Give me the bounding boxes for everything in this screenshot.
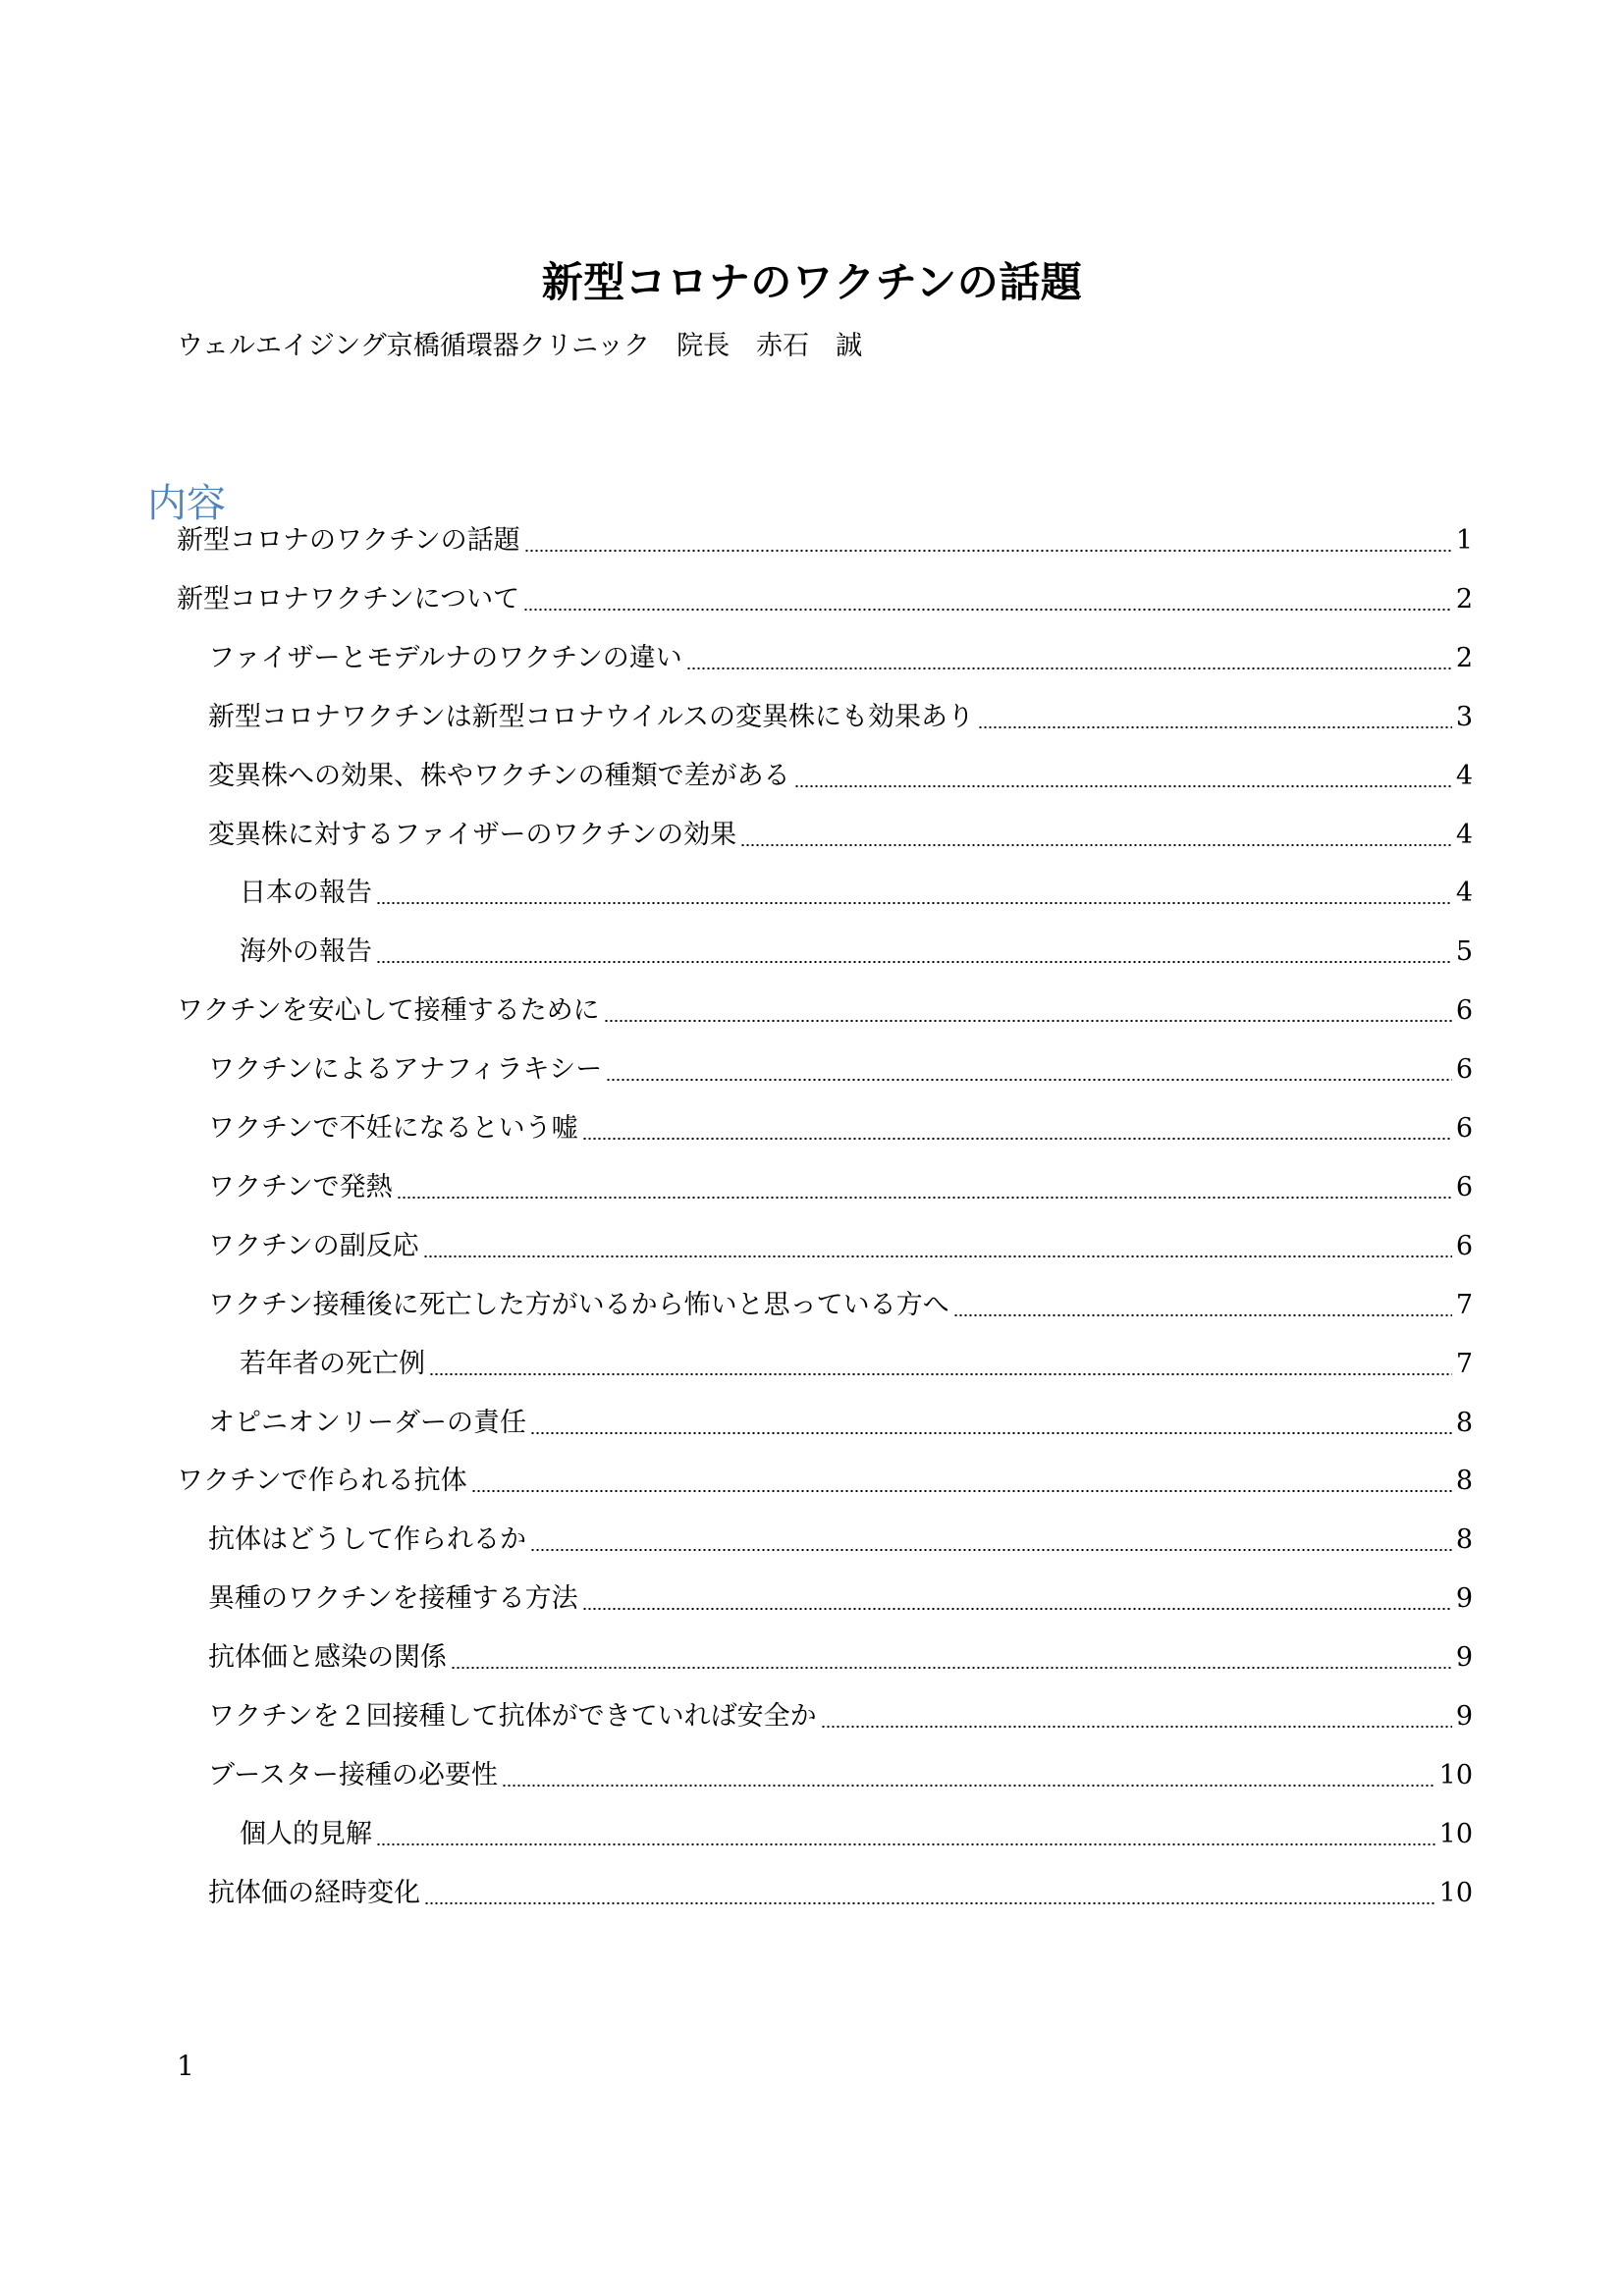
toc-entry[interactable] xyxy=(177,570,1473,629)
toc-entry-title: ファイザーとモデルナのワクチンの違い xyxy=(208,643,682,673)
toc-dot-leader xyxy=(397,1197,1452,1199)
toc-entry[interactable] xyxy=(177,511,1473,570)
toc-entry-page: 4 xyxy=(1455,878,1473,908)
toc-dot-leader xyxy=(606,1079,1452,1081)
toc-entry-page: 7 xyxy=(1455,1290,1473,1320)
toc-dot-leader xyxy=(524,550,1452,552)
toc-entry[interactable] xyxy=(240,1805,1473,1864)
toc-entry[interactable] xyxy=(177,982,1473,1041)
toc-dot-leader xyxy=(978,726,1452,728)
document-title: 新型コロナのワクチンの話題 xyxy=(541,258,1083,307)
toc-dot-leader xyxy=(740,844,1452,846)
toc-entry-title: ワクチンを２回接種して抗体ができていれば安全か xyxy=(208,1701,817,1732)
toc-entry-title: 抗体はどうして作られるか xyxy=(208,1524,526,1555)
toc-entry[interactable] xyxy=(208,1864,1473,1923)
toc-entry-title: 抗体価と感染の関係 xyxy=(208,1642,447,1673)
toc-dot-leader xyxy=(471,1490,1452,1492)
toc-dot-leader xyxy=(376,1843,1435,1845)
toc-entry-title: 若年者の死亡例 xyxy=(240,1349,425,1379)
toc-entry-title: 新型コロナのワクチンの話題 xyxy=(177,525,520,556)
toc-entry-title: ワクチンで不妊になるという嘘 xyxy=(208,1113,578,1144)
toc-entry-page: 5 xyxy=(1455,936,1473,967)
toc-entry[interactable] xyxy=(208,1217,1473,1276)
toc-entry-page: 10 xyxy=(1438,1819,1473,1849)
toc-entry[interactable] xyxy=(208,806,1473,865)
toc-entry-page: 2 xyxy=(1455,643,1473,673)
toc-dot-leader xyxy=(604,1020,1452,1022)
toc-dot-leader xyxy=(582,1138,1452,1140)
toc-dot-leader xyxy=(794,785,1452,787)
toc-entry[interactable] xyxy=(208,1687,1473,1746)
toc-entry-title: 新型コロナワクチンについて xyxy=(177,584,520,614)
toc-entry-title: ワクチンを安心して接種するために xyxy=(177,995,600,1026)
toc-entry-title: オピニオンリーダーの責任 xyxy=(208,1408,526,1438)
toc-entry-page: 6 xyxy=(1455,1172,1473,1202)
toc-entry-page: 9 xyxy=(1455,1701,1473,1732)
toc-entry-title: 海外の報告 xyxy=(240,936,372,967)
toc-entry-page: 4 xyxy=(1455,820,1473,850)
toc-entry-title: 抗体価の経時変化 xyxy=(208,1878,420,1908)
toc-entry-page: 1 xyxy=(1455,525,1473,556)
toc-entry-title: ワクチンで発熱 xyxy=(208,1172,393,1202)
toc-entry-page: 10 xyxy=(1438,1760,1473,1790)
toc-dot-leader xyxy=(953,1314,1452,1316)
toc-entry-page: 6 xyxy=(1455,1231,1473,1261)
toc-heading: 内容 xyxy=(147,481,226,527)
toc-entry[interactable] xyxy=(177,1452,1473,1511)
author-line: ウェルエイジング京橋循環器クリニック 院長 赤石 誠 xyxy=(177,331,863,361)
toc-entry[interactable] xyxy=(208,1570,1473,1629)
toc-dot-leader xyxy=(502,1785,1435,1787)
toc-entry-page: 4 xyxy=(1455,761,1473,791)
toc-entry-page: 8 xyxy=(1455,1466,1473,1496)
toc-entry[interactable] xyxy=(208,1158,1473,1217)
toc-entry-page: 2 xyxy=(1455,584,1473,614)
toc-dot-leader xyxy=(429,1373,1452,1375)
toc-entry-page: 8 xyxy=(1455,1408,1473,1438)
toc-entry[interactable] xyxy=(208,747,1473,806)
toc-dot-leader xyxy=(530,1549,1452,1551)
toc-entry[interactable] xyxy=(240,864,1473,923)
toc-dot-leader xyxy=(821,1726,1452,1728)
toc-dot-leader xyxy=(424,1902,1435,1904)
toc-entry-page: 6 xyxy=(1455,1054,1473,1085)
toc-entry[interactable] xyxy=(240,923,1473,982)
toc-dot-leader xyxy=(582,1608,1452,1610)
toc-entry[interactable] xyxy=(208,1511,1473,1570)
toc-entry-title: 日本の報告 xyxy=(240,878,372,908)
toc-entry-page: 7 xyxy=(1455,1349,1473,1379)
toc-entry-page: 10 xyxy=(1438,1878,1473,1908)
toc-entry[interactable] xyxy=(208,1629,1473,1687)
toc-dot-leader xyxy=(523,609,1452,611)
toc-entry[interactable] xyxy=(208,688,1473,747)
toc-entry-title: 個人的見解 xyxy=(240,1819,372,1849)
toc-entry[interactable] xyxy=(208,1041,1473,1099)
toc-entry-page: 6 xyxy=(1455,995,1473,1026)
toc-dot-leader xyxy=(376,961,1452,963)
toc-dot-leader xyxy=(686,667,1452,669)
toc-entry-title: 変異株への効果、株やワクチンの種類で差がある xyxy=(208,761,790,791)
toc-entry[interactable] xyxy=(208,1099,1473,1158)
toc-dot-leader xyxy=(530,1432,1452,1434)
toc-entry-page: 8 xyxy=(1455,1524,1473,1555)
toc-entry-title: 異種のワクチンを接種する方法 xyxy=(208,1583,578,1614)
toc-entry-title: ワクチン接種後に死亡した方がいるから怖いと思っている方へ xyxy=(208,1290,949,1320)
toc-entry-title: ワクチンで作られる抗体 xyxy=(177,1466,467,1496)
toc-entry-page: 3 xyxy=(1455,702,1473,732)
toc-entry[interactable] xyxy=(208,1394,1473,1453)
toc-entry-title: ブースター接種の必要性 xyxy=(208,1760,498,1790)
toc-entry-title: 変異株に対するファイザーのワクチンの効果 xyxy=(208,820,737,850)
toc-entry-page: 9 xyxy=(1455,1642,1473,1673)
toc-entry[interactable] xyxy=(208,1276,1473,1335)
toc-entry-title: 新型コロナワクチンは新型コロナウイルスの変異株にも効果あり xyxy=(208,702,975,732)
toc-entry[interactable] xyxy=(240,1335,1473,1394)
toc-entry-page: 6 xyxy=(1455,1113,1473,1144)
toc-entry-page: 9 xyxy=(1455,1583,1473,1614)
toc-entry[interactable] xyxy=(208,629,1473,688)
toc-entry-title: ワクチンによるアナフィラキシー xyxy=(208,1054,603,1085)
toc-entry[interactable] xyxy=(208,1746,1473,1805)
toc-dot-leader xyxy=(451,1667,1452,1669)
toc-dot-leader xyxy=(376,902,1452,904)
page-number: 1 xyxy=(177,2050,194,2082)
toc-entry-title: ワクチンの副反応 xyxy=(208,1231,419,1261)
toc-dot-leader xyxy=(423,1255,1452,1257)
